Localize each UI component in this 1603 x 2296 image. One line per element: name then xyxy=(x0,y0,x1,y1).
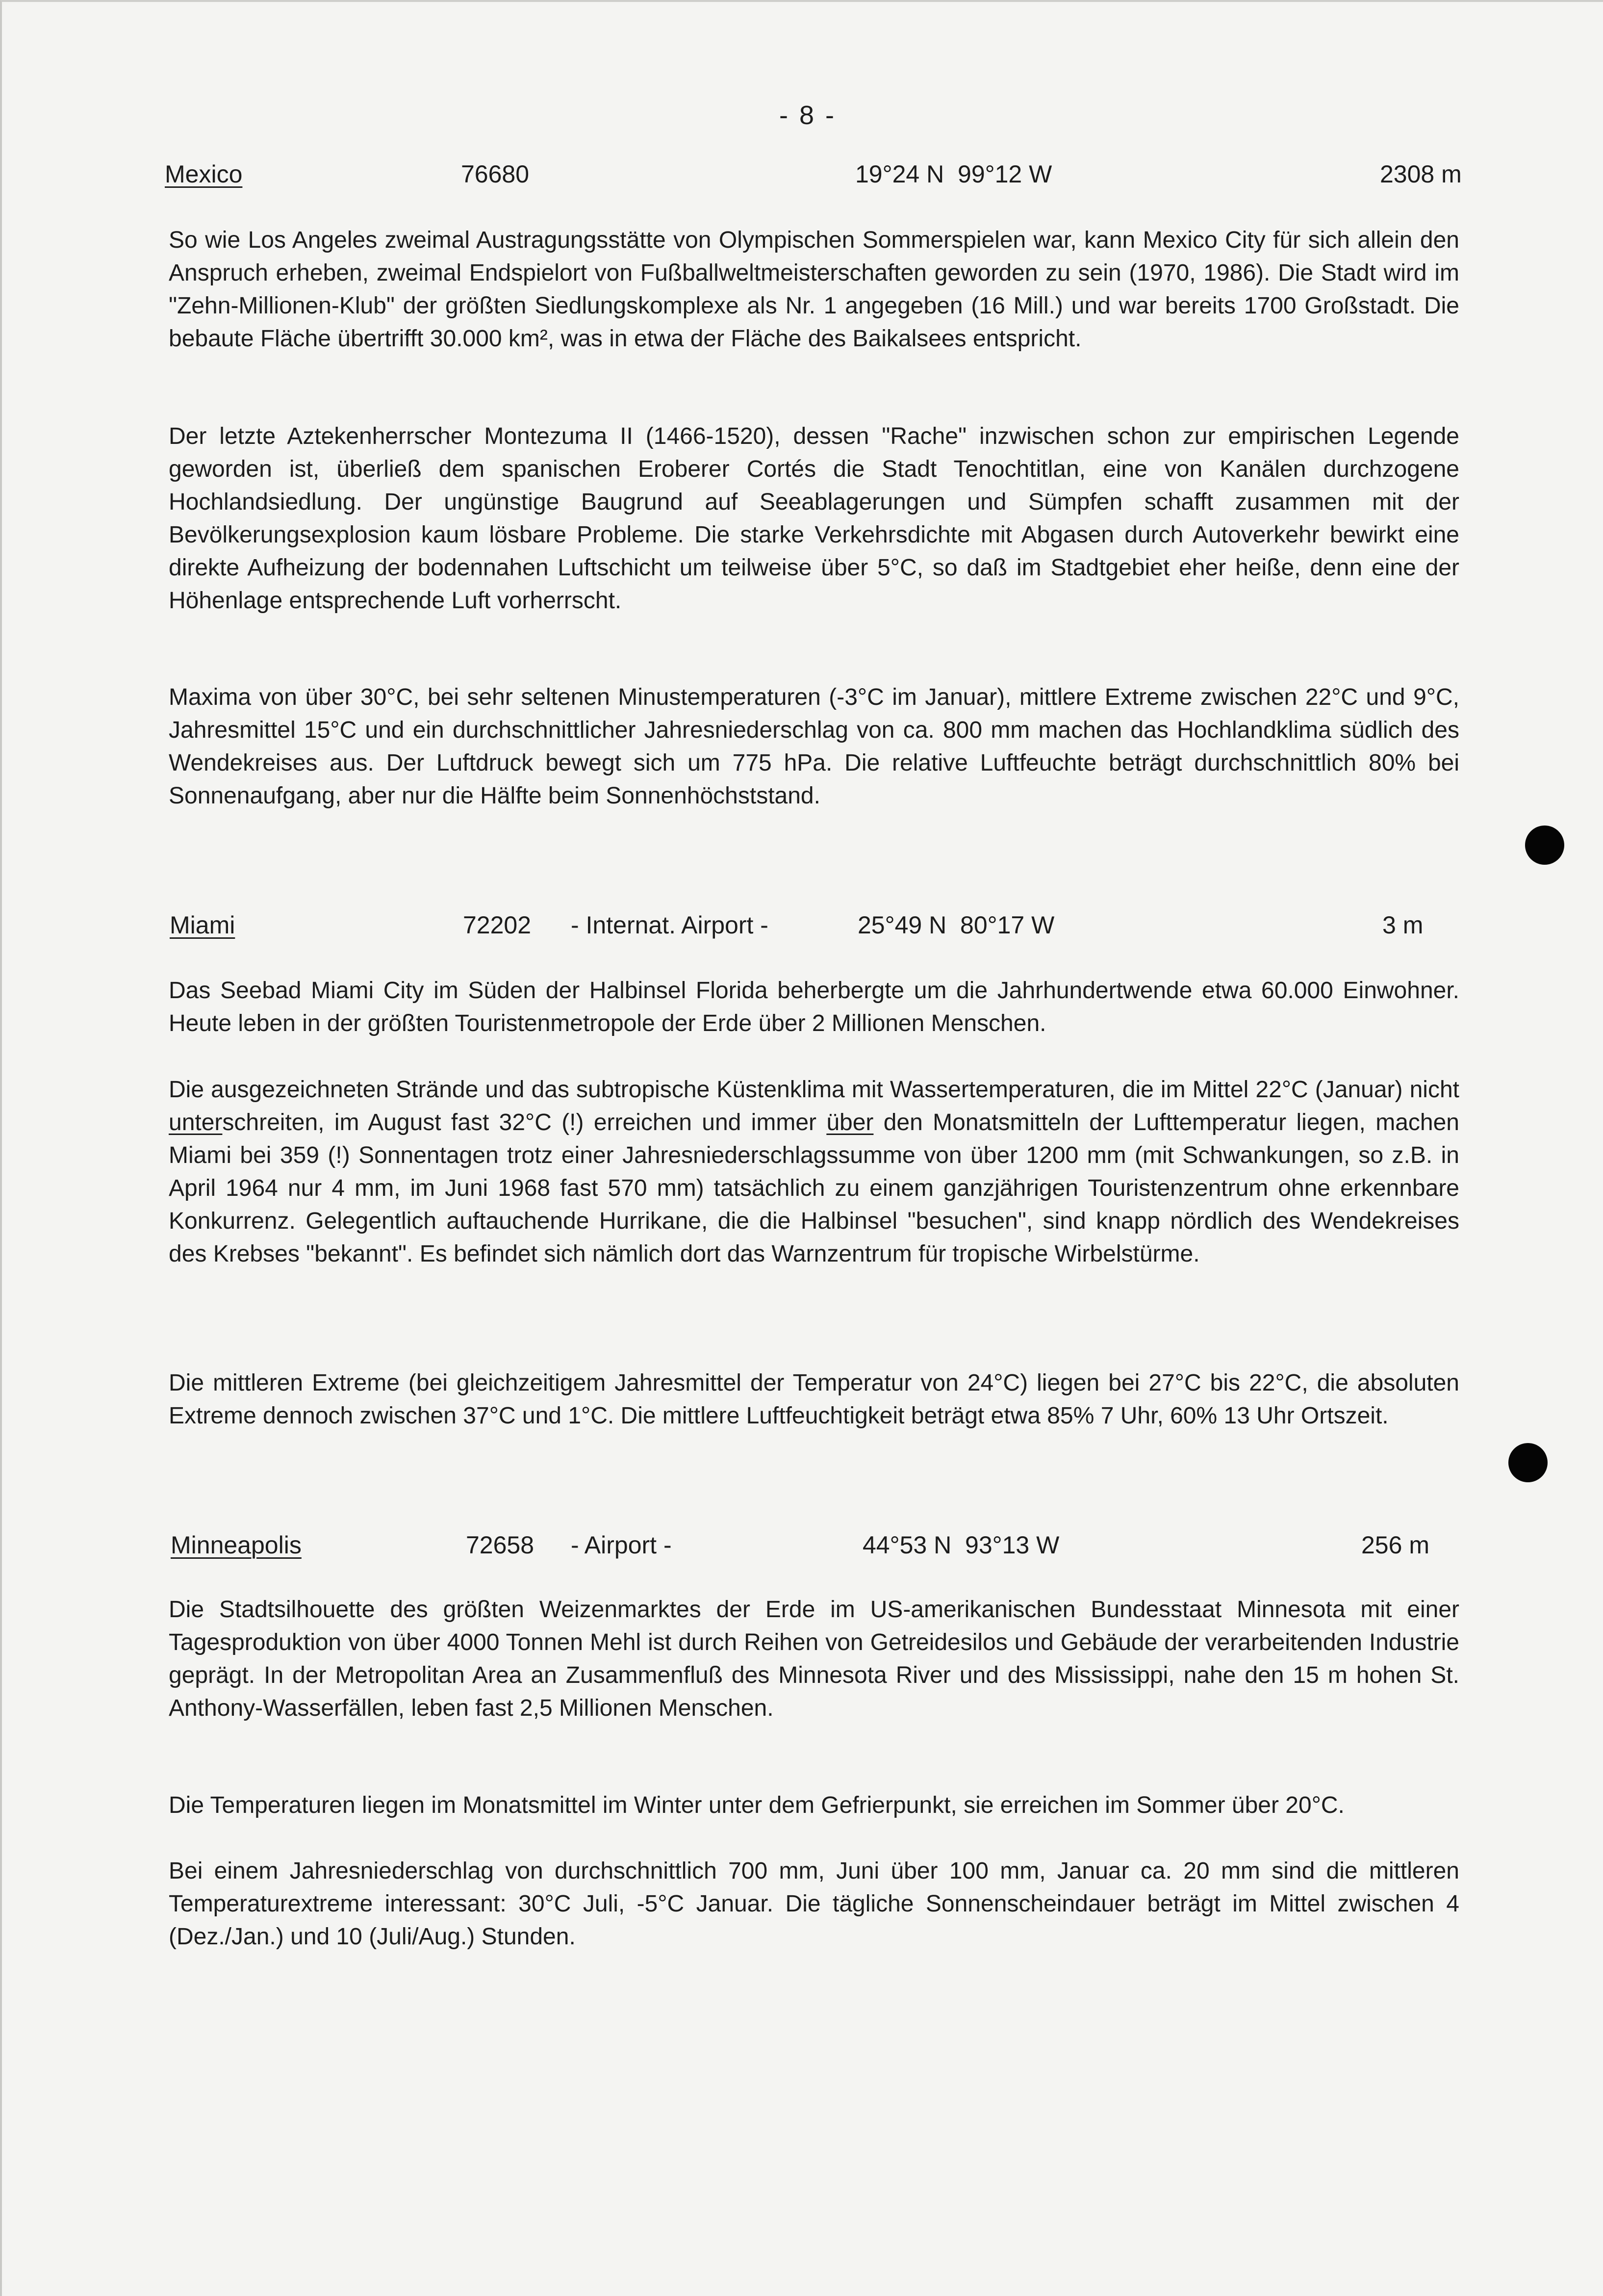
paragraph: Der letzte Aztekenherrscher Montezuma II (1466-1520), dessen "Rache" inzwischen schon zur empirischen Legende geworden ist, überließ dem spanischen Eroberer Cortés die Stadt Tenochtitlan, eine von Kanälen durchzogene Hochlandsiedlung. Der ungünstige Baugrund auf Seeablagerungen und Sümpfen schafft zusammen mit der Bevölkerungsexplosion kaum lösbare Probleme. Die starke Verkehrsdichte mit Abgasen durch Autoverkehr bewirkt eine direkte Aufheizung der bodennahen Luftschicht um teilweise über 5°C, so daß im Stadtgebiet eher heiße, denn eine der Höhenlage entsprechende Luft vorherrscht. xyxy=(169,423,1459,614)
station-header-miami xyxy=(2,911,1603,945)
underlined-text: unter xyxy=(169,1109,223,1135)
station-elevation: 2308 m xyxy=(1380,160,1462,188)
paragraph-text: Die ausgezeichneten Strände und das subtropische Küstenklima mit Wassertemperaturen, die im Mittel 22°C (Januar) nicht xyxy=(169,1077,1459,1103)
paragraph: Das Seebad Miami City im Süden der Halbinsel Florida beherbergte um die Jahrhundertwende etwa 60.000 Einwohner. Heute leben in der größten Touristenmetropole der Erde über 2 Millionen Menschen. xyxy=(169,978,1459,1036)
station-coords: 44°53 N 93°13 W xyxy=(863,1531,1060,1559)
station-note: - Internat. Airport - xyxy=(571,911,768,939)
punch-hole xyxy=(1508,1443,1548,1482)
paragraph-text: den Monatsmitteln der Lufttemperatur liegen, machen Miami bei 359 (!) Sonnentagen trotz einer Jahresniederschlagssumme von über 1200 mm (mit Schwankungen, so z.B. in April 1964 nur 4 mm, im Juni 1968 fast 570 mm) tatsächlich zu einem ganzjährigen Touristenzentrum ohne erkennbare Konkurrenz. Gelegentlich auftauchende Hurrikane, die die Halbinsel "besuchen", sind knapp nördlich des Wendekreises des Krebses "bekannt". Es befindet sich nämlich dort das Warnzentrum für tropische Wirbelstürme. xyxy=(169,1109,1459,1267)
paragraph: Bei einem Jahresniederschlag von durchschnittlich 700 mm, Juni über 100 mm, Januar ca. 20 mm sind die mittleren Temperaturextreme interessant: 30°C Juli, -5°C Januar. Die tägliche Sonnenscheindauer beträgt im Mittel zwischen 4 (Dez./Jan.) und 10 (Juli/Aug.) Stunden. xyxy=(169,1858,1459,1950)
station-city: Minneapolis xyxy=(171,1531,302,1559)
paragraph: Die mittleren Extreme (bei gleichzeitigem Jahresmittel der Temperatur von 24°C) liegen bei 27°C bis 22°C, die absoluten Extreme dennoch zwischen 37°C und 1°C. Die mittlere Luftfeuchtigkeit beträgt etwa 85% 7 Uhr, 60% 13 Uhr Ortszeit. xyxy=(169,1370,1459,1429)
station-header-mexico xyxy=(2,160,1603,194)
underlined-text: über xyxy=(826,1109,874,1135)
paragraph: Die Stadtsilhouette des größten Weizenmarktes der Erde im US-amerikanischen Bundesstaat Minnesota mit einer Tagesproduktion von über 4000 Tonnen Mehl ist durch Reihen von Getreidesilos und Gebäude der verarbeitenden Industrie geprägt. In der Metropolitan Area an Zusammenfluß des Minnesota River und des Mississippi, nahe den 15 m hohen St. Anthony-Wasserfällen, leben fast 2,5 Millionen Menschen. xyxy=(169,1597,1459,1721)
station-city: Miami xyxy=(170,911,235,939)
station-coords: 25°49 N 80°17 W xyxy=(858,911,1055,939)
paragraph: Die Temperaturen liegen im Monatsmittel im Winter unter dem Gefrierpunkt, sie erreichen im Sommer über 20°C. xyxy=(169,1792,1345,1818)
punch-hole xyxy=(1525,826,1564,865)
station-note: - Airport - xyxy=(571,1531,672,1559)
paragraph: So wie Los Angeles zweimal Austragungsstätte von Olympischen Sommerspielen war, kann Mexico City für sich allein den Anspruch erheben, zweimal Endspielort von Fußballweltmeisterschaften geworden zu sein (1970, 1986). Die Stadt wird im "Zehn-Millionen-Klub" der größten Siedlungskomplexe als Nr. 1 angegeben (16 Mill.) und war bereits 1700 Großstadt. Die bebaute Fläche übertrifft 30.000 km², was in etwa der Fläche des Baikalsees entspricht. xyxy=(169,227,1459,352)
station-header-minneapolis xyxy=(2,1531,1603,1565)
station-elevation: 256 m xyxy=(1361,1531,1429,1559)
station-city: Mexico xyxy=(165,160,243,188)
paragraph-text: schreiten, im August fast 32°C (!) erreichen und immer xyxy=(222,1109,827,1135)
station-coords: 19°24 N 99°12 W xyxy=(855,160,1052,188)
station-id: 72658 xyxy=(466,1531,534,1559)
page-number: - 8 - xyxy=(779,101,837,130)
station-elevation: 3 m xyxy=(1382,911,1424,939)
paragraph: Maxima von über 30°C, bei sehr seltenen Minustemperaturen (-3°C im Januar), mittlere Extreme zwischen 22°C und 9°C, Jahresmittel 15°C und ein durchschnittlicher Jahresniederschlag von ca. 800 mm machen das Hochlandklima südlich des Wendekreises aus. Der Luftdruck bewegt sich um 775 hPa. Die relative Luftfeuchte beträgt durchschnittlich 80% bei Sonnenaufgang, aber nur die Hälfte beim Sonnenhöchststand. xyxy=(169,684,1459,809)
station-id: 72202 xyxy=(463,911,532,939)
station-id: 76680 xyxy=(461,160,530,188)
paragraph xyxy=(169,1073,1459,1270)
